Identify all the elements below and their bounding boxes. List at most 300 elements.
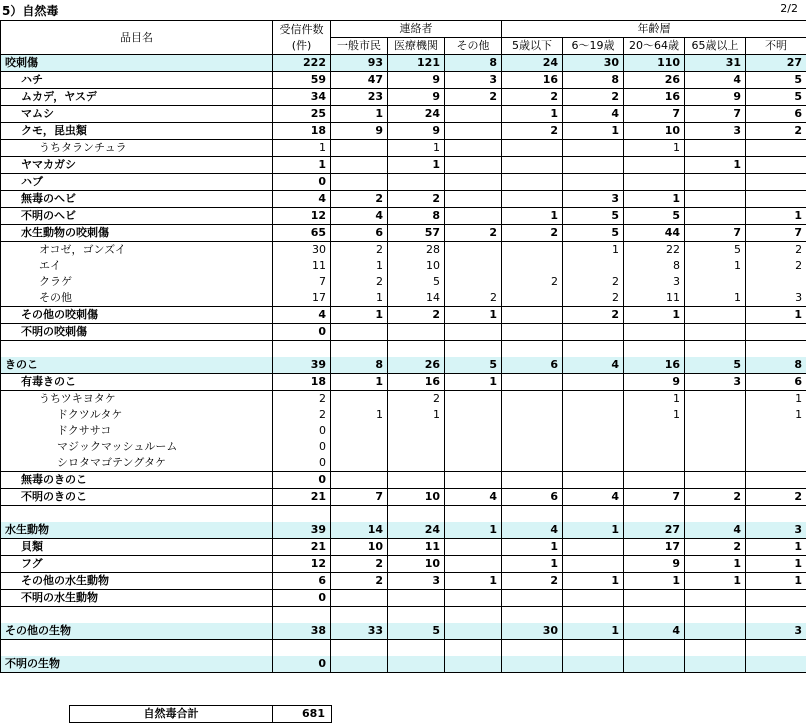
value-cell	[685, 191, 746, 208]
table-row	[1, 472, 806, 489]
value-cell: 5	[624, 208, 685, 225]
value-cell: 1	[445, 522, 502, 539]
value-cell: 8	[445, 55, 502, 72]
value-cell	[445, 123, 502, 140]
value-cell: 6	[273, 573, 331, 590]
spacer-cell	[331, 640, 388, 657]
table-row	[1, 573, 806, 590]
value-cell: 1	[685, 258, 746, 274]
item-name-cell: エイ	[1, 258, 273, 274]
value-cell: 21	[273, 539, 331, 556]
table-row	[1, 357, 806, 374]
value-cell	[746, 140, 806, 157]
value-cell: 1	[331, 407, 388, 423]
item-name-cell: 不明の水生動物	[1, 590, 273, 607]
value-cell	[746, 157, 806, 174]
value-cell: 1	[685, 290, 746, 307]
value-cell	[331, 423, 388, 439]
value-cell: 11	[388, 539, 445, 556]
value-cell: 21	[273, 489, 331, 506]
spacer-cell	[746, 341, 806, 358]
table-row	[1, 506, 806, 523]
item-name-cell: その他	[1, 290, 273, 307]
item-name-cell: フグ	[1, 556, 273, 573]
value-cell: 2	[331, 556, 388, 573]
value-cell: 93	[331, 55, 388, 72]
value-cell	[746, 324, 806, 341]
value-cell: 4	[563, 106, 624, 123]
item-name-cell: その他の生物	[1, 623, 273, 640]
value-cell: 2	[563, 290, 624, 307]
value-cell: 110	[624, 55, 685, 72]
value-cell	[563, 439, 624, 455]
value-cell: 16	[624, 357, 685, 374]
value-cell: 9	[624, 374, 685, 391]
value-cell: 1	[746, 539, 806, 556]
value-cell: 2	[746, 123, 806, 140]
value-cell: 1	[273, 157, 331, 174]
spacer-cell	[685, 640, 746, 657]
value-cell: 1	[331, 106, 388, 123]
value-cell: 1	[746, 407, 806, 423]
value-cell: 1	[445, 374, 502, 391]
value-cell	[502, 307, 563, 324]
value-cell: 9	[624, 556, 685, 573]
value-cell	[445, 556, 502, 573]
value-cell: 7	[685, 106, 746, 123]
value-cell	[746, 423, 806, 439]
value-cell: 1	[331, 374, 388, 391]
value-cell	[388, 455, 445, 472]
header-received-count: 受信件数 (件)	[273, 21, 331, 55]
value-cell	[563, 656, 624, 673]
table-row	[1, 208, 806, 225]
table-row	[1, 72, 806, 89]
spacer-cell	[502, 341, 563, 358]
table-row	[1, 522, 806, 539]
header-contact-public: 一般市民	[331, 38, 388, 55]
value-cell: 3	[624, 274, 685, 290]
value-cell: 1	[445, 573, 502, 590]
value-cell: 1	[624, 407, 685, 423]
value-cell: 7	[331, 489, 388, 506]
value-cell	[502, 174, 563, 191]
value-cell: 27	[746, 55, 806, 72]
value-cell	[685, 439, 746, 455]
value-cell: 1	[624, 573, 685, 590]
value-cell	[685, 208, 746, 225]
item-name-cell: マムシ	[1, 106, 273, 123]
table-row	[1, 174, 806, 191]
value-cell: 16	[388, 374, 445, 391]
value-cell: 8	[746, 357, 806, 374]
value-cell: 3	[746, 623, 806, 640]
value-cell: 1	[563, 573, 624, 590]
value-cell: 34	[273, 89, 331, 106]
value-cell: 2	[445, 225, 502, 242]
item-name-cell: ハチ	[1, 72, 273, 89]
value-cell: 6	[746, 374, 806, 391]
table-row	[1, 656, 806, 673]
value-cell: 10	[331, 539, 388, 556]
item-name-cell: 不明の咬刺傷	[1, 324, 273, 341]
table-row	[1, 439, 806, 455]
spacer-cell	[273, 341, 331, 358]
value-cell	[685, 407, 746, 423]
table-row	[1, 607, 806, 624]
item-name-cell: うちツキヨタケ	[1, 391, 273, 408]
value-cell	[685, 174, 746, 191]
table-row	[1, 455, 806, 472]
value-cell	[388, 656, 445, 673]
value-cell: 16	[624, 89, 685, 106]
value-cell	[331, 391, 388, 408]
value-cell: 5	[388, 623, 445, 640]
value-cell: 1	[502, 106, 563, 123]
value-cell: 1	[746, 573, 806, 590]
value-cell	[502, 242, 563, 259]
value-cell	[563, 556, 624, 573]
value-cell: 6	[502, 357, 563, 374]
value-cell: 2	[563, 89, 624, 106]
value-cell	[502, 374, 563, 391]
table-row	[1, 242, 806, 259]
value-cell: 2	[445, 290, 502, 307]
value-cell: 47	[331, 72, 388, 89]
value-cell: 12	[273, 208, 331, 225]
value-cell: 28	[388, 242, 445, 259]
value-cell: 44	[624, 225, 685, 242]
value-cell: 9	[388, 123, 445, 140]
value-cell	[331, 590, 388, 607]
value-cell	[445, 191, 502, 208]
value-cell	[563, 407, 624, 423]
item-name-cell: 不明の生物	[1, 656, 273, 673]
table-row	[1, 191, 806, 208]
value-cell: 11	[273, 258, 331, 274]
value-cell	[502, 191, 563, 208]
value-cell: 2	[685, 539, 746, 556]
value-cell: 1	[685, 556, 746, 573]
spacer-cell	[445, 341, 502, 358]
table-row	[1, 106, 806, 123]
value-cell: 0	[273, 455, 331, 472]
table-row	[1, 341, 806, 358]
value-cell: 0	[273, 324, 331, 341]
value-cell	[502, 407, 563, 423]
table-row	[1, 225, 806, 242]
value-cell	[502, 324, 563, 341]
value-cell: 23	[331, 89, 388, 106]
spacer-cell	[502, 640, 563, 657]
header-age-group: 年齢層	[502, 21, 806, 38]
value-cell	[388, 590, 445, 607]
item-name-cell: 貝類	[1, 539, 273, 556]
value-cell: 3	[685, 123, 746, 140]
value-cell: 9	[388, 89, 445, 106]
value-cell: 1	[746, 391, 806, 408]
value-cell	[331, 472, 388, 489]
value-cell	[445, 407, 502, 423]
value-cell	[685, 391, 746, 408]
value-cell	[502, 391, 563, 408]
value-cell: 9	[331, 123, 388, 140]
value-cell	[445, 472, 502, 489]
value-cell: 5	[563, 225, 624, 242]
table-row	[1, 539, 806, 556]
spacer-cell	[273, 607, 331, 624]
value-cell	[331, 455, 388, 472]
spacer-cell	[331, 341, 388, 358]
item-name-cell: 咬刺傷	[1, 55, 273, 72]
value-cell	[502, 423, 563, 439]
value-cell: 39	[273, 522, 331, 539]
value-cell: 2	[388, 391, 445, 408]
value-cell	[746, 274, 806, 290]
table-row	[1, 157, 806, 174]
value-cell: 27	[624, 522, 685, 539]
table-row	[1, 556, 806, 573]
value-cell	[563, 455, 624, 472]
value-cell	[563, 324, 624, 341]
value-cell	[331, 439, 388, 455]
value-cell: 1	[388, 157, 445, 174]
spacer-cell	[1, 506, 273, 523]
header-age-20-64: 20～64歳	[624, 38, 685, 55]
spacer-cell	[685, 506, 746, 523]
value-cell: 7	[624, 106, 685, 123]
value-cell: 9	[685, 89, 746, 106]
spacer-cell	[1, 607, 273, 624]
value-cell: 31	[685, 55, 746, 72]
spacer-cell	[624, 640, 685, 657]
value-cell	[563, 374, 624, 391]
value-cell: 1	[502, 208, 563, 225]
spacer-cell	[502, 607, 563, 624]
table-row	[1, 324, 806, 341]
value-cell: 0	[273, 590, 331, 607]
value-cell	[563, 590, 624, 607]
value-cell	[563, 472, 624, 489]
table-row	[1, 391, 806, 408]
value-cell	[685, 623, 746, 640]
item-name-cell: クラゲ	[1, 274, 273, 290]
value-cell: 4	[563, 489, 624, 506]
spacer-cell	[445, 506, 502, 523]
value-cell: 2	[388, 307, 445, 324]
value-cell: 1	[388, 140, 445, 157]
value-cell	[331, 140, 388, 157]
value-cell	[685, 455, 746, 472]
value-cell: 24	[388, 106, 445, 123]
value-cell: 3	[685, 374, 746, 391]
header-contact-medical: 医療機関	[388, 38, 445, 55]
value-cell	[445, 140, 502, 157]
spacer-cell	[746, 506, 806, 523]
item-name-cell: きのこ	[1, 357, 273, 374]
value-cell: 10	[388, 489, 445, 506]
value-cell	[445, 623, 502, 640]
value-cell	[624, 174, 685, 191]
spacer-cell	[624, 607, 685, 624]
value-cell: 4	[685, 522, 746, 539]
value-cell: 38	[273, 623, 331, 640]
value-cell: 2	[563, 274, 624, 290]
spacer-cell	[746, 607, 806, 624]
value-cell: 5	[388, 274, 445, 290]
item-name-cell: ドクツルタケ	[1, 407, 273, 423]
value-cell: 7	[746, 225, 806, 242]
page-number: 2/2	[780, 2, 798, 15]
value-cell	[563, 539, 624, 556]
value-cell: 2	[502, 573, 563, 590]
value-cell: 30	[502, 623, 563, 640]
spacer-cell	[331, 607, 388, 624]
header-age-unknown: 不明	[746, 38, 806, 55]
value-cell: 1	[624, 307, 685, 324]
value-cell	[685, 423, 746, 439]
value-cell	[746, 472, 806, 489]
value-cell: 2	[273, 407, 331, 423]
value-cell	[746, 174, 806, 191]
header-item-name: 品目名	[1, 21, 273, 55]
value-cell	[445, 439, 502, 455]
value-cell: 4	[563, 357, 624, 374]
value-cell: 6	[746, 106, 806, 123]
value-cell: 8	[624, 258, 685, 274]
value-cell: 30	[273, 242, 331, 259]
spacer-cell	[685, 607, 746, 624]
value-cell: 1	[273, 140, 331, 157]
spacer-cell	[1, 640, 273, 657]
value-cell	[685, 274, 746, 290]
value-cell	[563, 174, 624, 191]
value-cell	[445, 258, 502, 274]
value-cell: 7	[624, 489, 685, 506]
value-cell: 1	[331, 290, 388, 307]
value-cell	[331, 324, 388, 341]
value-cell: 2	[502, 225, 563, 242]
value-cell: 65	[273, 225, 331, 242]
table-row	[1, 55, 806, 72]
value-cell: 1	[445, 307, 502, 324]
value-cell: 2	[388, 191, 445, 208]
value-cell: 18	[273, 374, 331, 391]
value-cell: 22	[624, 242, 685, 259]
value-cell: 0	[273, 439, 331, 455]
spacer-cell	[388, 506, 445, 523]
value-cell: 2	[445, 89, 502, 106]
value-cell	[624, 439, 685, 455]
value-cell: 16	[502, 72, 563, 89]
value-cell: 18	[273, 123, 331, 140]
value-cell	[563, 140, 624, 157]
value-cell	[445, 656, 502, 673]
spacer-cell	[388, 607, 445, 624]
value-cell	[502, 157, 563, 174]
value-cell: 30	[563, 55, 624, 72]
value-cell	[685, 307, 746, 324]
value-cell: 7	[685, 225, 746, 242]
value-cell: 1	[685, 157, 746, 174]
value-cell: 1	[685, 573, 746, 590]
value-cell	[685, 590, 746, 607]
value-cell	[502, 656, 563, 673]
spacer-cell	[331, 506, 388, 523]
spacer-cell	[563, 640, 624, 657]
item-name-cell: ドクササコ	[1, 423, 273, 439]
value-cell: 24	[502, 55, 563, 72]
value-cell	[445, 208, 502, 225]
total-table	[69, 705, 332, 723]
value-cell	[685, 472, 746, 489]
value-cell: 2	[502, 274, 563, 290]
value-cell: 1	[502, 539, 563, 556]
value-cell	[331, 157, 388, 174]
value-cell	[445, 274, 502, 290]
item-name-cell: ハブ	[1, 174, 273, 191]
spacer-cell	[445, 640, 502, 657]
value-cell: 2	[331, 573, 388, 590]
header-age-6-19: 6～19歳	[563, 38, 624, 55]
spacer-cell	[563, 506, 624, 523]
value-cell: 1	[388, 407, 445, 423]
value-cell	[624, 157, 685, 174]
value-cell	[388, 472, 445, 489]
value-cell: 4	[502, 522, 563, 539]
value-cell: 2	[685, 489, 746, 506]
value-cell	[445, 174, 502, 191]
value-cell	[746, 191, 806, 208]
value-cell: 3	[746, 522, 806, 539]
value-cell: 10	[388, 258, 445, 274]
item-name-cell: 水生動物	[1, 522, 273, 539]
value-cell	[563, 258, 624, 274]
value-cell: 25	[273, 106, 331, 123]
item-name-cell: 不明のきのこ	[1, 489, 273, 506]
value-cell: 4	[273, 307, 331, 324]
value-cell	[563, 423, 624, 439]
value-cell: 5	[746, 89, 806, 106]
value-cell	[502, 140, 563, 157]
table-row	[1, 489, 806, 506]
table-row	[1, 123, 806, 140]
item-name-cell: マジックマッシュルーム	[1, 439, 273, 455]
table-row	[1, 590, 806, 607]
value-cell	[746, 590, 806, 607]
value-cell	[624, 423, 685, 439]
value-cell: 1	[746, 208, 806, 225]
value-cell	[445, 157, 502, 174]
spacer-cell	[563, 341, 624, 358]
value-cell	[331, 656, 388, 673]
value-cell	[445, 539, 502, 556]
value-cell: 3	[388, 573, 445, 590]
item-name-cell: シロタマゴテングタケ	[1, 455, 273, 472]
value-cell	[685, 140, 746, 157]
value-cell: 17	[624, 539, 685, 556]
spacer-cell	[624, 341, 685, 358]
value-cell	[624, 590, 685, 607]
value-cell	[624, 472, 685, 489]
spacer-cell	[445, 607, 502, 624]
item-name-cell: オコゼ，ゴンズイ	[1, 242, 273, 259]
value-cell	[445, 106, 502, 123]
value-cell: 2	[331, 242, 388, 259]
item-name-cell: 無毒のきのこ	[1, 472, 273, 489]
value-cell	[445, 391, 502, 408]
value-cell: 17	[273, 290, 331, 307]
